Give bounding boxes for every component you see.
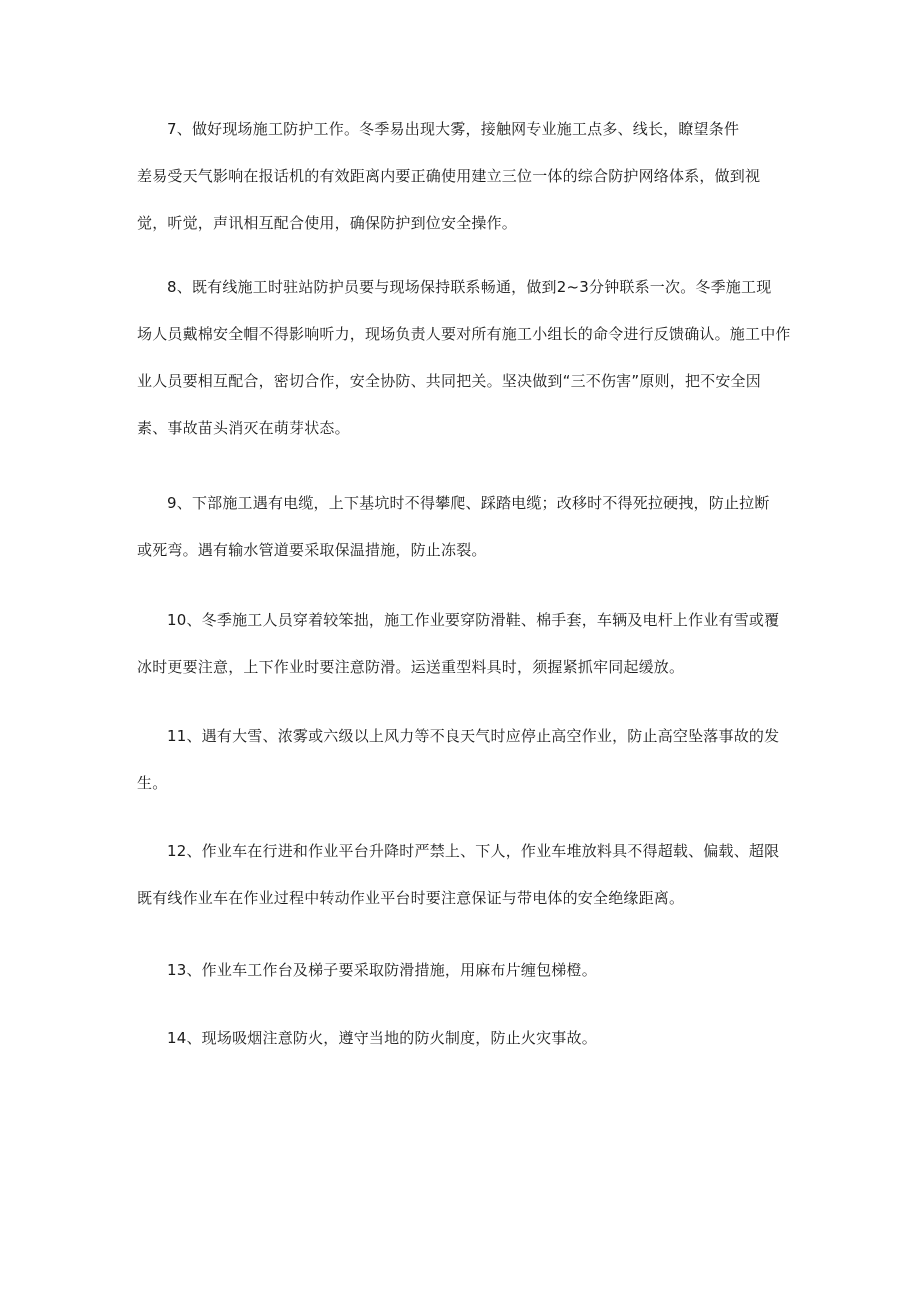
paragraph-line: 14、现场吸烟注意防火，遵守当地的防火制度，防止火灾事故。 (167, 1029, 597, 1047)
paragraph-11 (137, 713, 797, 807)
paragraph-line: 8、既有线施工时驻站防护员要与现场保持联系畅通，做到2~3分钟联系一次。冬季施工现 (167, 278, 772, 296)
paragraph-10 (137, 597, 797, 691)
paragraph-line: 素、事故苗头消灭在萌芽状态。 (137, 419, 350, 437)
paragraph-line: 7、做好现场施工防护工作。冬季易出现大雾，接触网专业施工点多、线长，瞭望条件 (167, 120, 740, 138)
paragraph-line: 12、作业车在行进和作业平台升降时严禁上、下人，作业车堆放料具不得超载、偏载、超限 (167, 842, 780, 860)
paragraph-line: 或死弯。遇有输水管道要采取保温措施，防止冻裂。 (137, 541, 487, 559)
paragraph-14 (137, 1015, 797, 1062)
paragraph-line: 11、遇有大雪、浓雾或六级以上风力等不良天气时应停止高空作业，防止高空坠落事故的发 (167, 727, 780, 745)
paragraph-line: 觉，听觉，声讯相互配合使用，确保防护到位安全操作。 (137, 214, 518, 232)
paragraph-line: 10、冬季施工人员穿着较笨拙，施工作业要穿防滑鞋、棉手套，车辆及电杆上作业有雪或覆 (167, 611, 780, 629)
paragraph-line: 业人员要相互配合，密切合作，安全协防、共同把关。坚决做到“三不伤害”原则，把不安全因 (137, 372, 761, 390)
paragraph-12 (137, 828, 797, 922)
paragraph-8 (137, 264, 797, 452)
paragraph-line: 生。 (137, 774, 168, 792)
paragraph-line: 既有线作业车在作业过程中转动作业平台时要注意保证与带电体的安全绝缘距离。 (137, 889, 685, 907)
paragraph-line: 13、作业车工作台及梯子要采取防滑措施，用麻布片缠包梯橙。 (167, 961, 597, 979)
paragraph-line: 冰时更要注意，上下作业时要注意防滑。运送重型料具时，须握紧抓牢同起缓放。 (137, 658, 685, 676)
paragraph-9 (137, 480, 797, 574)
paragraph-13 (137, 947, 797, 994)
paragraph-line: 9、下部施工遇有电缆，上下基坑时不得攀爬、踩踏电缆；改移时不得死拉硬拽，防止拉断 (167, 494, 770, 512)
paragraph-line: 差易受天气影响在报话机的有效距离内要正确使用建立三位一体的综合防护网络体系，做到视 (137, 167, 761, 185)
paragraph-7 (137, 106, 797, 247)
paragraph-line: 场人员戴棉安全帽不得影响听力，现场负责人要对所有施工小组长的命令进行反馈确认。施工中作 (137, 325, 791, 343)
